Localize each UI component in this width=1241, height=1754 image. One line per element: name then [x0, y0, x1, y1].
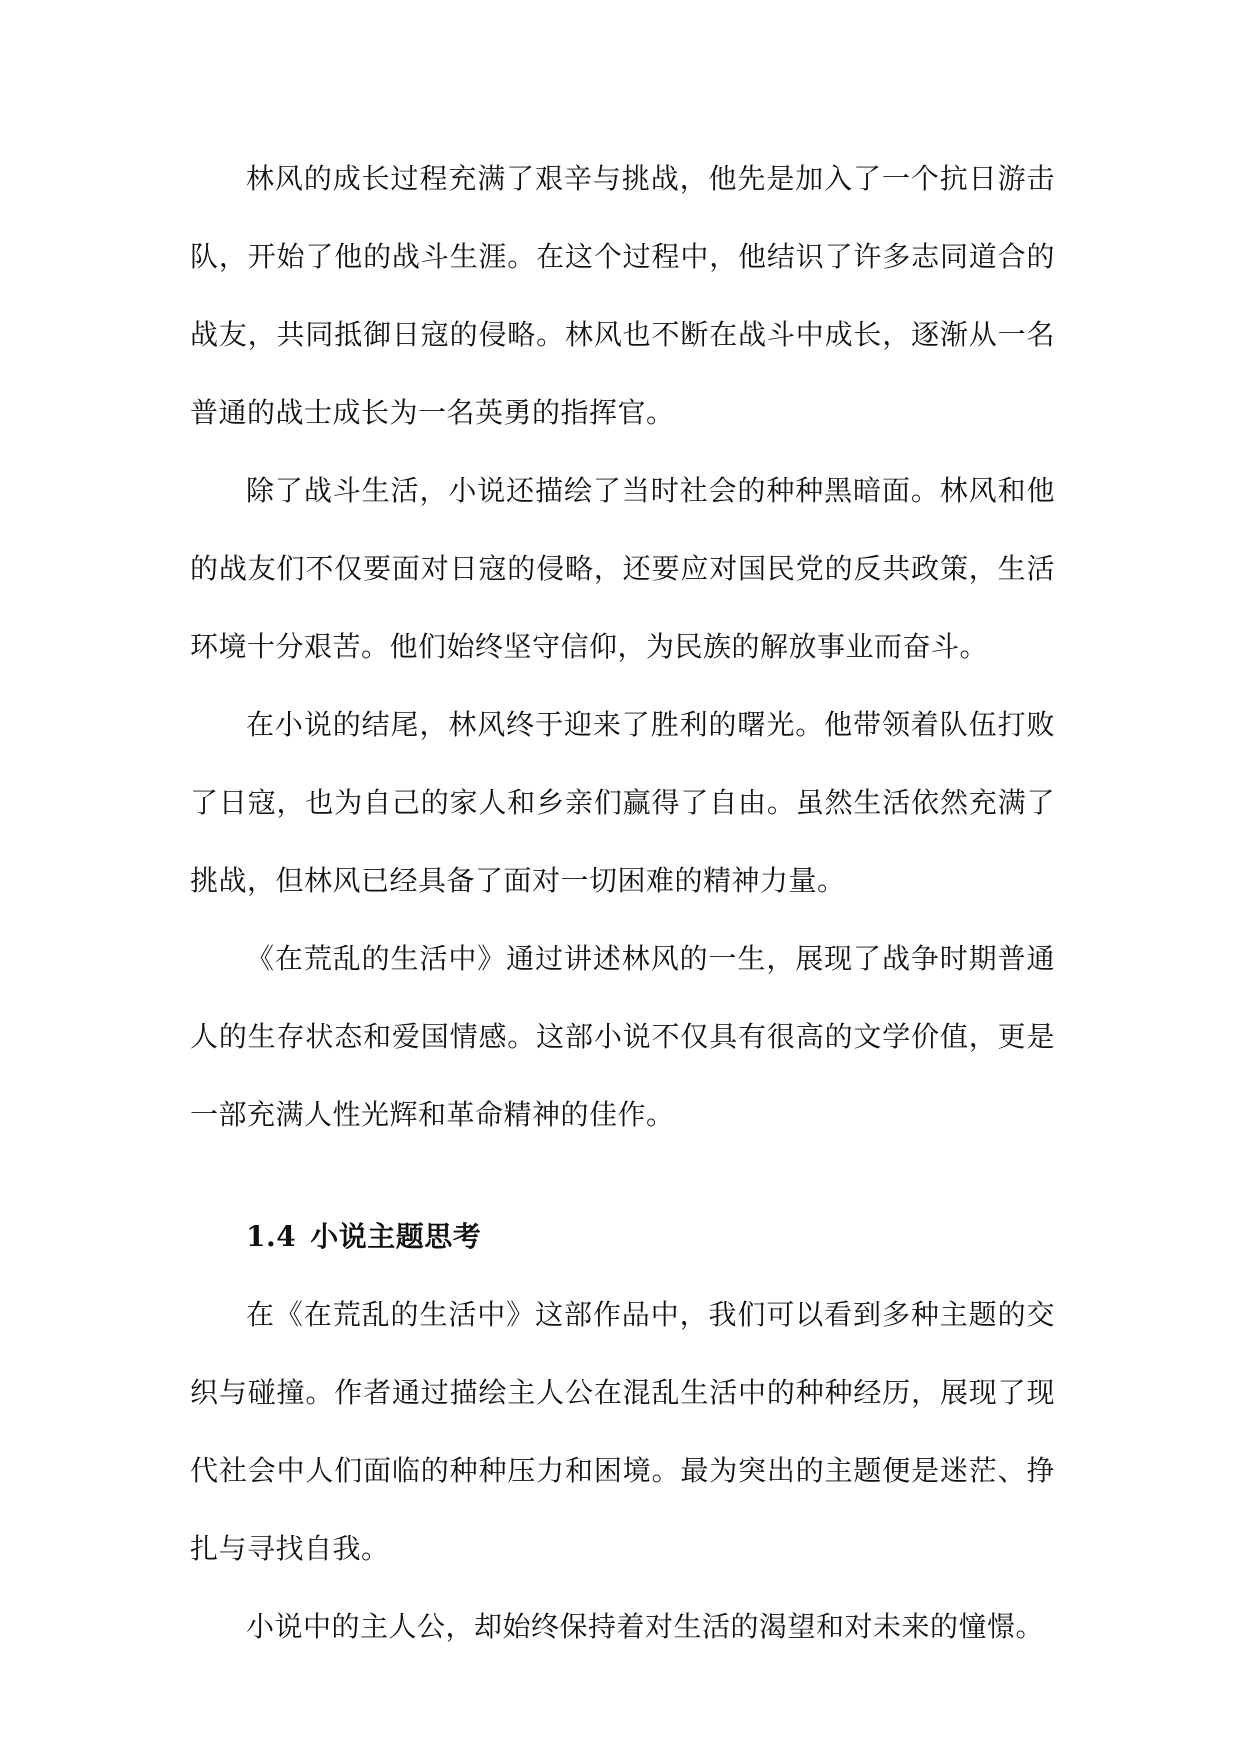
section-number: 1.4: [246, 1220, 297, 1253]
paragraph-2: 除了战斗生活，小说还描绘了当时社会的种种黑暗面。林风和他的战友们不仅要面对日寇的侵略，还要应对国民党的反共政策，生活环境十分艰苦。他们始终坚守信仰，为民族的解放事业而奋斗。: [190, 474, 1055, 663]
document-body: [190, 140, 1055, 1666]
paragraph-6: 小说中的主人公，却始终保持着对生活的渴望和对未来的憧憬。: [246, 1610, 1045, 1643]
paragraph-3: 在小说的结尾，林风终于迎来了胜利的曙光。他带领着队伍打败了日寇，也为自己的家人和乡亲们赢得了自由。虽然生活依然充满了挑战，但林风已经具备了面对一切困难的精神力量。: [190, 708, 1055, 897]
paragraph-4: 《在荒乱的生活中》通过讲述林风的一生，展现了战争时期普通人的生存状态和爱国情感。这部小说不仅具有很高的文学价值，更是一部充满人性光辉和革命精神的佳作。: [190, 942, 1055, 1131]
section-heading: [190, 1198, 1055, 1276]
paragraph-5: 在《在荒乱的生活中》这部作品中，我们可以看到多种主题的交织与碰撞。作者通过描绘主人公在混乱生活中的种种经历，展现了现代社会中人们面临的种种压力和困境。最为突出的主题便是迷茫、挣扎与寻找自我。: [190, 1298, 1055, 1565]
section-title: 小说主题思考: [310, 1220, 482, 1253]
paragraph-1: 林风的成长过程充满了艰辛与挑战，他先是加入了一个抗日游击队，开始了他的战斗生涯。在这个过程中，他结识了许多志同道合的战友，共同抵御日寇的侵略。林风也不断在战斗中成长，逐渐从一名普通的战士成长为一名英勇的指挥官。: [190, 162, 1055, 429]
